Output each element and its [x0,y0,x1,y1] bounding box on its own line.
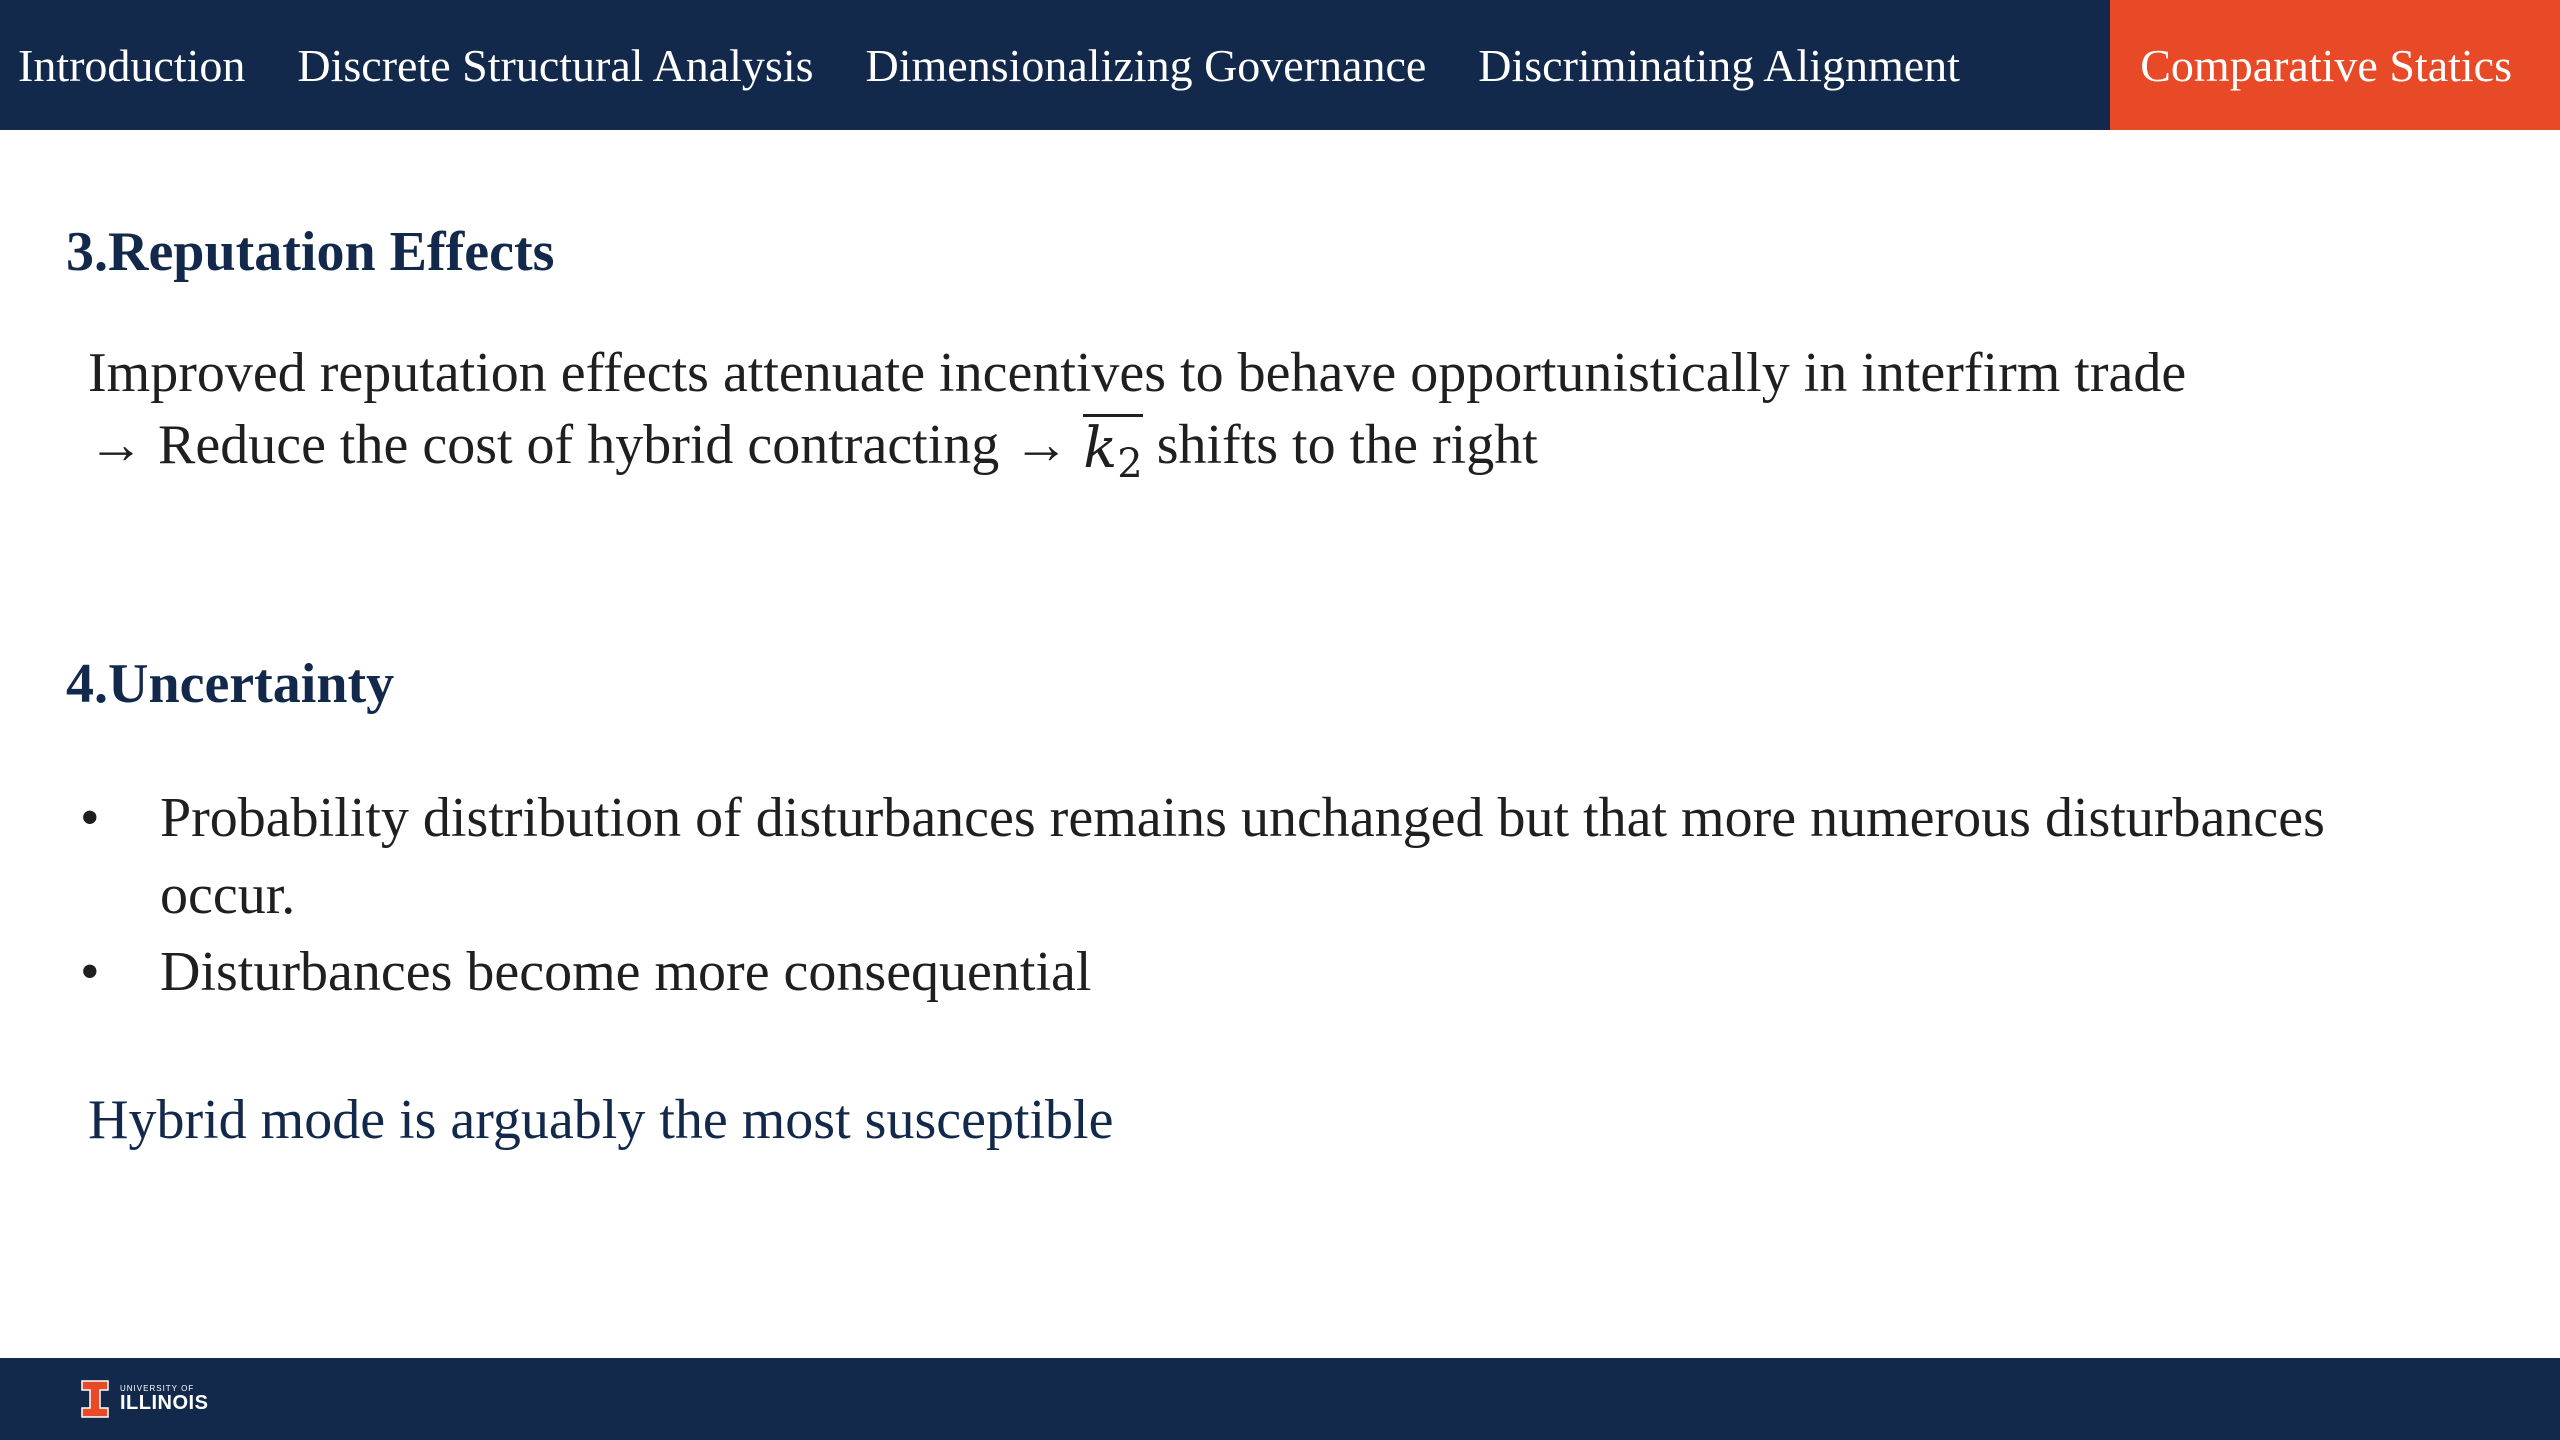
section-heading-reputation-effects: 3.Reputation Effects [66,221,555,283]
tab-discriminating-alignment[interactable]: Discriminating Alignment [1478,39,1960,91]
tab-introduction[interactable]: Introduction [18,39,246,91]
logo-text [120,1385,208,1413]
tab-comparative-statics[interactable]: Comparative Statics [2110,0,2560,130]
block-i-icon [80,1379,110,1419]
logo-small-text: UNIVERSITY OF [120,1384,195,1393]
math-k-letter: k [1083,416,1118,481]
section-heading-uncertainty: 4.Uncertainty [66,653,395,715]
k2-bar-math [1083,414,1143,487]
uncertainty-bullet-list [80,780,2480,1011]
bullet-icon: • [80,941,100,1003]
arrow-symbol: → [1013,414,1070,476]
hybrid-mode-note: Hybrid mode is arguably the most susceptible [88,1089,1114,1151]
bullet-text: Disturbances become more consequential [160,941,1092,1003]
list-item [80,780,2480,934]
arrow-symbol: → [88,414,144,476]
logo-big-text: ILLINOIS [120,1392,209,1414]
top-navigation-bar [0,0,2560,130]
tab-dimensionalizing-governance[interactable]: Dimensionalizing Governance [865,39,1427,91]
slide-content [0,130,2560,1358]
reputation-line-2-tail: shifts to the right [1142,414,1538,476]
math-k-subscript: 2 [1117,441,1143,487]
reputation-line-2 [88,410,1538,487]
reputation-line-1: Improved reputation effects attenuate incentives to behave opportunistically in interfirm trade [88,342,2187,404]
tab-discrete-structural-analysis[interactable]: Discrete Structural Analysis [297,39,814,91]
university-logo [80,1376,208,1422]
list-item [80,934,2480,1011]
reputation-line-2-text: Reduce the cost of hybrid contracting [144,414,1014,476]
bullet-icon: • [80,787,100,849]
footer-bar [0,1358,2560,1440]
bullet-text: Probability distribution of disturbances remains unchanged but that more numerous disturbances occur. [160,787,2325,926]
